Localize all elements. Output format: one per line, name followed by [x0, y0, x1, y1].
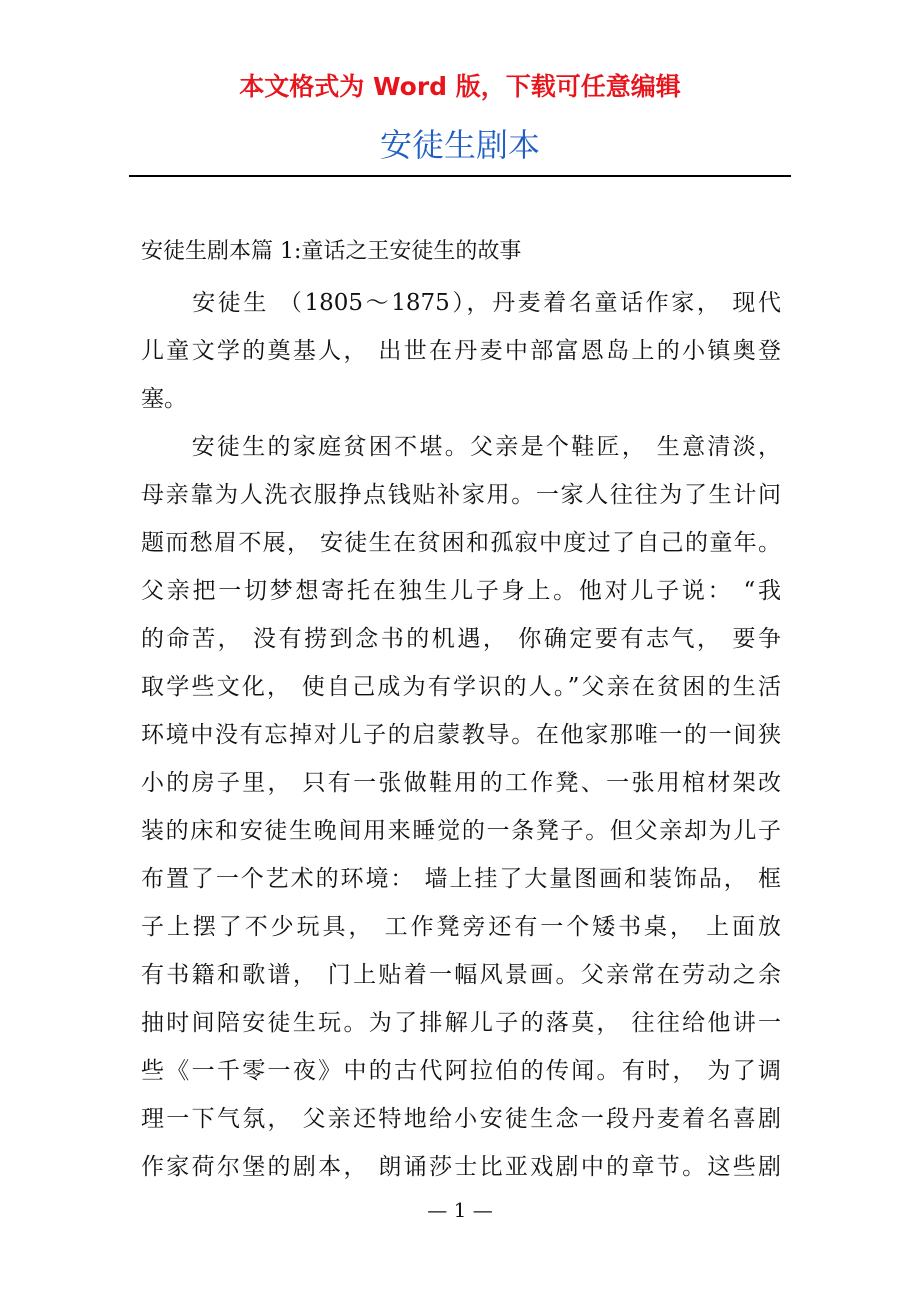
text-line: 取学些文化， 使自己成为有学识的人。”父亲在贫困的生活 [141, 674, 781, 700]
text-line: 装的床和安徒生晚间用来睡觉的一条凳子。但父亲却为儿子 [141, 818, 781, 844]
text-line: 安徒生的家庭贫困不堪。父亲是个鞋匠， 生意清淡， [141, 434, 781, 460]
text-line: 儿童文学的奠基人， 出世在丹麦中部富恩岛上的小镇奥登 [141, 338, 781, 364]
text-line: 的命苦， 没有捞到念书的机遇， 你确定要有志气， 要争 [141, 626, 781, 652]
text-line: 布置了一个艺术的环境： 墙上挂了大量图画和装饰品， 框 [141, 866, 781, 892]
text-line: 抽时间陪安徒生玩。为了排解儿子的落莫， 往往给他讲一 [141, 1010, 781, 1036]
page-number: — 1 — [427, 1198, 493, 1222]
document-title: 安徒生剧本 [379, 126, 540, 164]
editable-format-notice: 本文格式为 Word 版，下载可任意编辑 [239, 72, 681, 101]
section-heading: 安徒生剧本篇 1:童话之王安徒生的故事 [141, 239, 522, 264]
text-line: 母亲靠为人洗衣服挣点钱贴补家用。一家人往往为了生计问 [141, 482, 781, 508]
text-line: 子上摆了不少玩具， 工作凳旁还有一个矮书桌， 上面放 [141, 914, 781, 940]
body-text [141, 284, 781, 1196]
text-line: 塞。 [141, 386, 187, 412]
text-line: 题而愁眉不展， 安徒生在贫困和孤寂中度过了自己的童年。 [141, 530, 781, 556]
text-line: 安徒生 （1805～1875），丹麦着名童话作家， 现代 [141, 290, 781, 316]
text-line: 有书籍和歌谱， 门上贴着一幅风景画。父亲常在劳动之余 [141, 962, 781, 988]
text-line: 作家荷尔堡的剧本， 朗诵莎士比亚戏剧中的章节。这些剧 [141, 1154, 781, 1180]
text-line: 父亲把一切梦想寄托在独生儿子身上。他对儿子说： “我 [141, 578, 781, 604]
text-line: 理一下气氛， 父亲还特地给小安徒生念一段丹麦着名喜剧 [141, 1106, 781, 1132]
title-divider [129, 175, 791, 177]
text-line: 些《一千零一夜》中的古代阿拉伯的传闻。有时， 为了调 [141, 1058, 781, 1084]
text-line: 环境中没有忘掉对儿子的启蒙教导。在他家那唯一的一间狭 [141, 722, 781, 748]
text-line: 小的房子里， 只有一张做鞋用的工作凳、一张用棺材架改 [141, 770, 781, 796]
